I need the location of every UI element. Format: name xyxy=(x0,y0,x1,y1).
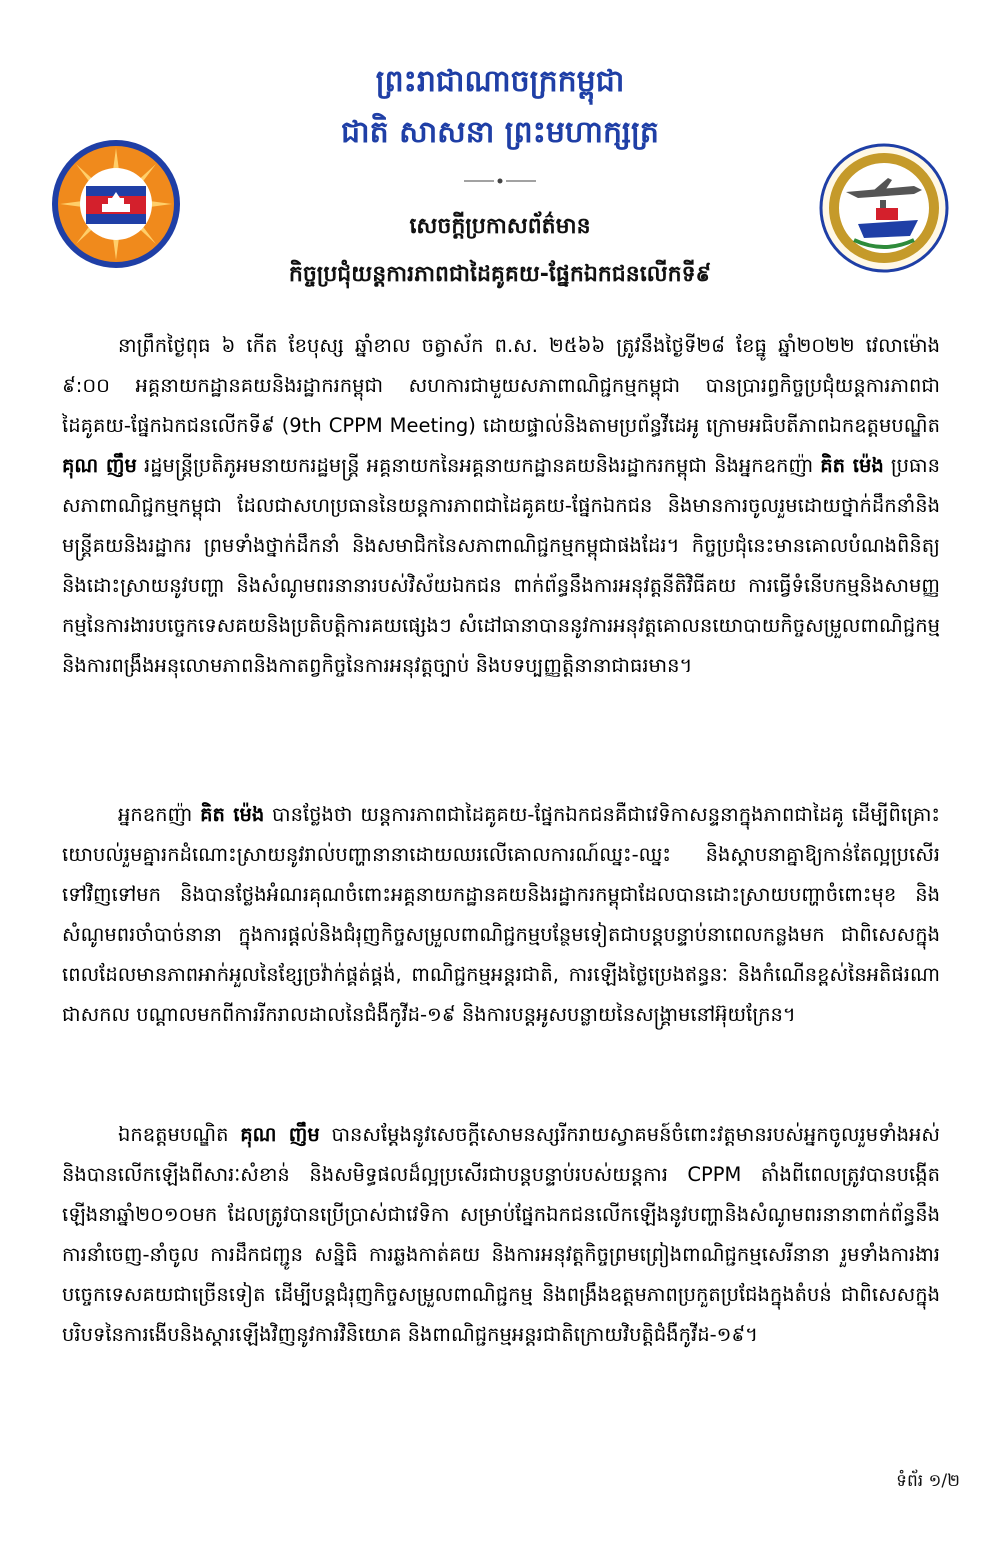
paragraph-1-text-c: ប្រធានសភាពាណិជ្ជកម្មកម្ពុជា ដែលជាសហប្រធាននៃយន្តការភាពជាដៃគូគយ-ផ្នែកឯកជន និងមានការចូលរួមដោយថ្នាក់ដឹកនាំនិងមន្ត្រីគយនិងរដ្ឋាករ ព្រមទាំងថ្នាក់ដឹកនាំ និងសមាជិកនៃសភាពាណិជ្ជកម្មកម្ពុជាផងដែរ។ កិច្ចប្រជុំនេះមានគោលបំណងពិនិត្យនិងដោះស្រាយនូវបញ្ហា និងសំណូមពរនានារបស់វិស័យឯកជន ពាក់ព័ន្ធនឹងការអនុវត្តនីតិវិធីគយ ការធ្វើទំនើបកម្មនិងសាមញ្ញកម្មនៃការងារបច្ចេកទេសគយនិងប្រតិបត្តិការគយផ្សេងៗ សំដៅធានាបាននូវការអនុវត្តគោលនយោបាយកិច្ចសម្រួលពាណិជ្ជកម្ម និងការពង្រឹងអនុលោមភាពនិងកាតព្វកិច្ចនៃការអនុវត្តច្បាប់ និងបទប្បញ្ញត្តិនានាជាធរមាន។ xyxy=(62,454,940,677)
paragraph-3-text-a: ឯកឧត្តមបណ្ឌិត xyxy=(118,1123,241,1146)
paragraph-2-text-a: អ្នកឧកញ៉ា xyxy=(118,803,201,826)
paragraph-3 xyxy=(62,1115,940,1355)
kingdom-heading-line1: ព្រះរាជាណាចក្រកម្ពុជា xyxy=(375,64,625,99)
ornamental-divider xyxy=(462,176,538,186)
paragraph-1-text-b: រដ្ឋមន្ត្រីប្រតិភូអមនាយករដ្ឋមន្ត្រី អគ្គនាយកនៃអគ្គនាយកដ្ឋានគយនិងរដ្ឋាករកម្ពុជា និងអ្នកឧកញ៉ា xyxy=(136,454,821,477)
paragraph-3-text-b: បានសម្តែងនូវសេចក្តីសោមនស្សរីករាយស្វាគមន៍ចំពោះវត្តមានរបស់អ្នកចូលរួមទាំងអស់និងបានលើកឡើងពីសារៈសំខាន់ និងសមិទ្ធផលដ៏ល្អប្រសើរជាបន្តបន្ទាប់របស់យន្តការ CPPM តាំងពីពេលត្រូវបានបង្កើតឡើងនាឆ្នាំ២០១០មក ដែលត្រូវបានប្រើប្រាស់ជាវេទិកា សម្រាប់ផ្នែកឯកជនលើកឡើងនូវបញ្ហានិងសំណូមពរនានាពាក់ព័ន្ធនឹងការនាំចេញ-នាំចូល ការដឹកជញ្ជូន សន្និធិ ការឆ្លងកាត់គយ និងការអនុវត្តកិច្ចព្រមព្រៀងពាណិជ្ជកម្មសេរីនានា រួមទាំងការងារបច្ចេកទេសគយជាច្រើនទៀត ដើម្បីបន្តជំរុញកិច្ចសម្រួលពាណិជ្ជកម្ម និងពង្រឹងឧត្តមភាពប្រកួតប្រជែងក្នុងតំបន់ ជាពិសេសក្នុងបរិបទនៃការងើបនិងស្តារឡើងវិញនូវការវិនិយោគ និងពាណិជ្ជកម្មអន្តរជាតិក្រោយវិបត្តិជំងឺកូវីដ-១៩។ xyxy=(62,1123,940,1346)
official-name: គុណ ញឹម xyxy=(240,1123,320,1146)
official-name: គុណ ញឹម xyxy=(62,454,137,477)
gdce-emblem-icon xyxy=(50,138,182,270)
document-title: សេចក្តីប្រកាសព័ត៌មាន xyxy=(409,214,591,239)
kingdom-heading-line2: ជាតិ សាសនា ព្រះមហាក្សត្រ xyxy=(341,115,659,150)
cambodia-chamber-of-commerce-emblem-icon xyxy=(818,142,950,274)
chamber-president-name: គិត ម៉េង xyxy=(200,803,265,826)
document-subtitle: កិច្ចប្រជុំយន្តការភាពជាដៃគូគយ-ផ្នែកឯកជនលើកទី៩ xyxy=(288,262,712,287)
chamber-president-name: គិត ម៉េង xyxy=(820,454,884,477)
page-number: ទំព័រ ១/២ xyxy=(896,1471,960,1491)
paragraph-1-text-a: នាព្រឹកថ្ងៃពុធ ៦ កើត ខែបុស្ស ឆ្នាំខាល ចត្វាស័ក ព.ស. ២៥៦៦ ត្រូវនឹងថ្ងៃទី២៨ ខែធ្នូ ឆ្នាំ២០២២ វេលាម៉ោង ៩:០០ អគ្គនាយកដ្ឋានគយនិងរដ្ឋាករកម្ពុជា សហការជាមួយសភាពាណិជ្ជកម្មកម្ពុជា បានប្រារព្ធកិច្ចប្រជុំយន្តការភាពជាដៃគូគយ-ផ្នែកឯកជនលើកទី៩ (9th CPPM Meeting) ដោយផ្ទាល់និងតាមប្រព័ន្ធវីដេអូ ក្រោមអធិបតីភាពឯកឧត្តមបណ្ឌិត xyxy=(62,334,940,437)
paragraph-2-text-b: បានថ្លែងថា យន្តការភាពជាដៃគូគយ-ផ្នែកឯកជនគឺជាវេទិកាសន្ទនាក្នុងភាពជាដៃគូ ដើម្បីពិគ្រោះយោបល់រួមគ្នារកដំណោះស្រាយនូវរាល់បញ្ហានានាដោយឈរលើគោលការណ៍ឈ្នះ-ឈ្នះ និងស្តាបនាគ្នាឱ្យកាន់តែល្អប្រសើរទៅវិញទៅមក និងបានថ្លែងអំណរគុណចំពោះអគ្គនាយកដ្ឋានគយនិងរដ្ឋាករកម្ពុជាដែលបានដោះស្រាយបញ្ហាចំពោះមុខ និងសំណូមពរចាំបាច់នានា ក្នុងការផ្តល់និងជំរុញកិច្ចសម្រួលពាណិជ្ជកម្មបន្ថែមទៀតជាបន្តបន្ទាប់នាពេលកន្លងមក ជាពិសេសក្នុងពេលដែលមានភាពអាក់អួលនៃខ្សែច្រវ៉ាក់ផ្គត់ផ្គង់, ពាណិជ្ជកម្មអន្តរជាតិ, ការឡើងថ្លៃប្រេងឥន្ធនៈ និងកំណើនខ្ពស់នៃអតិផរណាជាសកល បណ្តាលមកពីការរីករាលដាលនៃជំងឺកូវីដ-១៩ និងការបន្តអូសបន្លាយនៃសង្គ្រាមនៅអ៊ុយក្រែន។ xyxy=(62,803,940,1026)
paragraph-1 xyxy=(62,326,940,686)
paragraph-2 xyxy=(62,795,940,1035)
